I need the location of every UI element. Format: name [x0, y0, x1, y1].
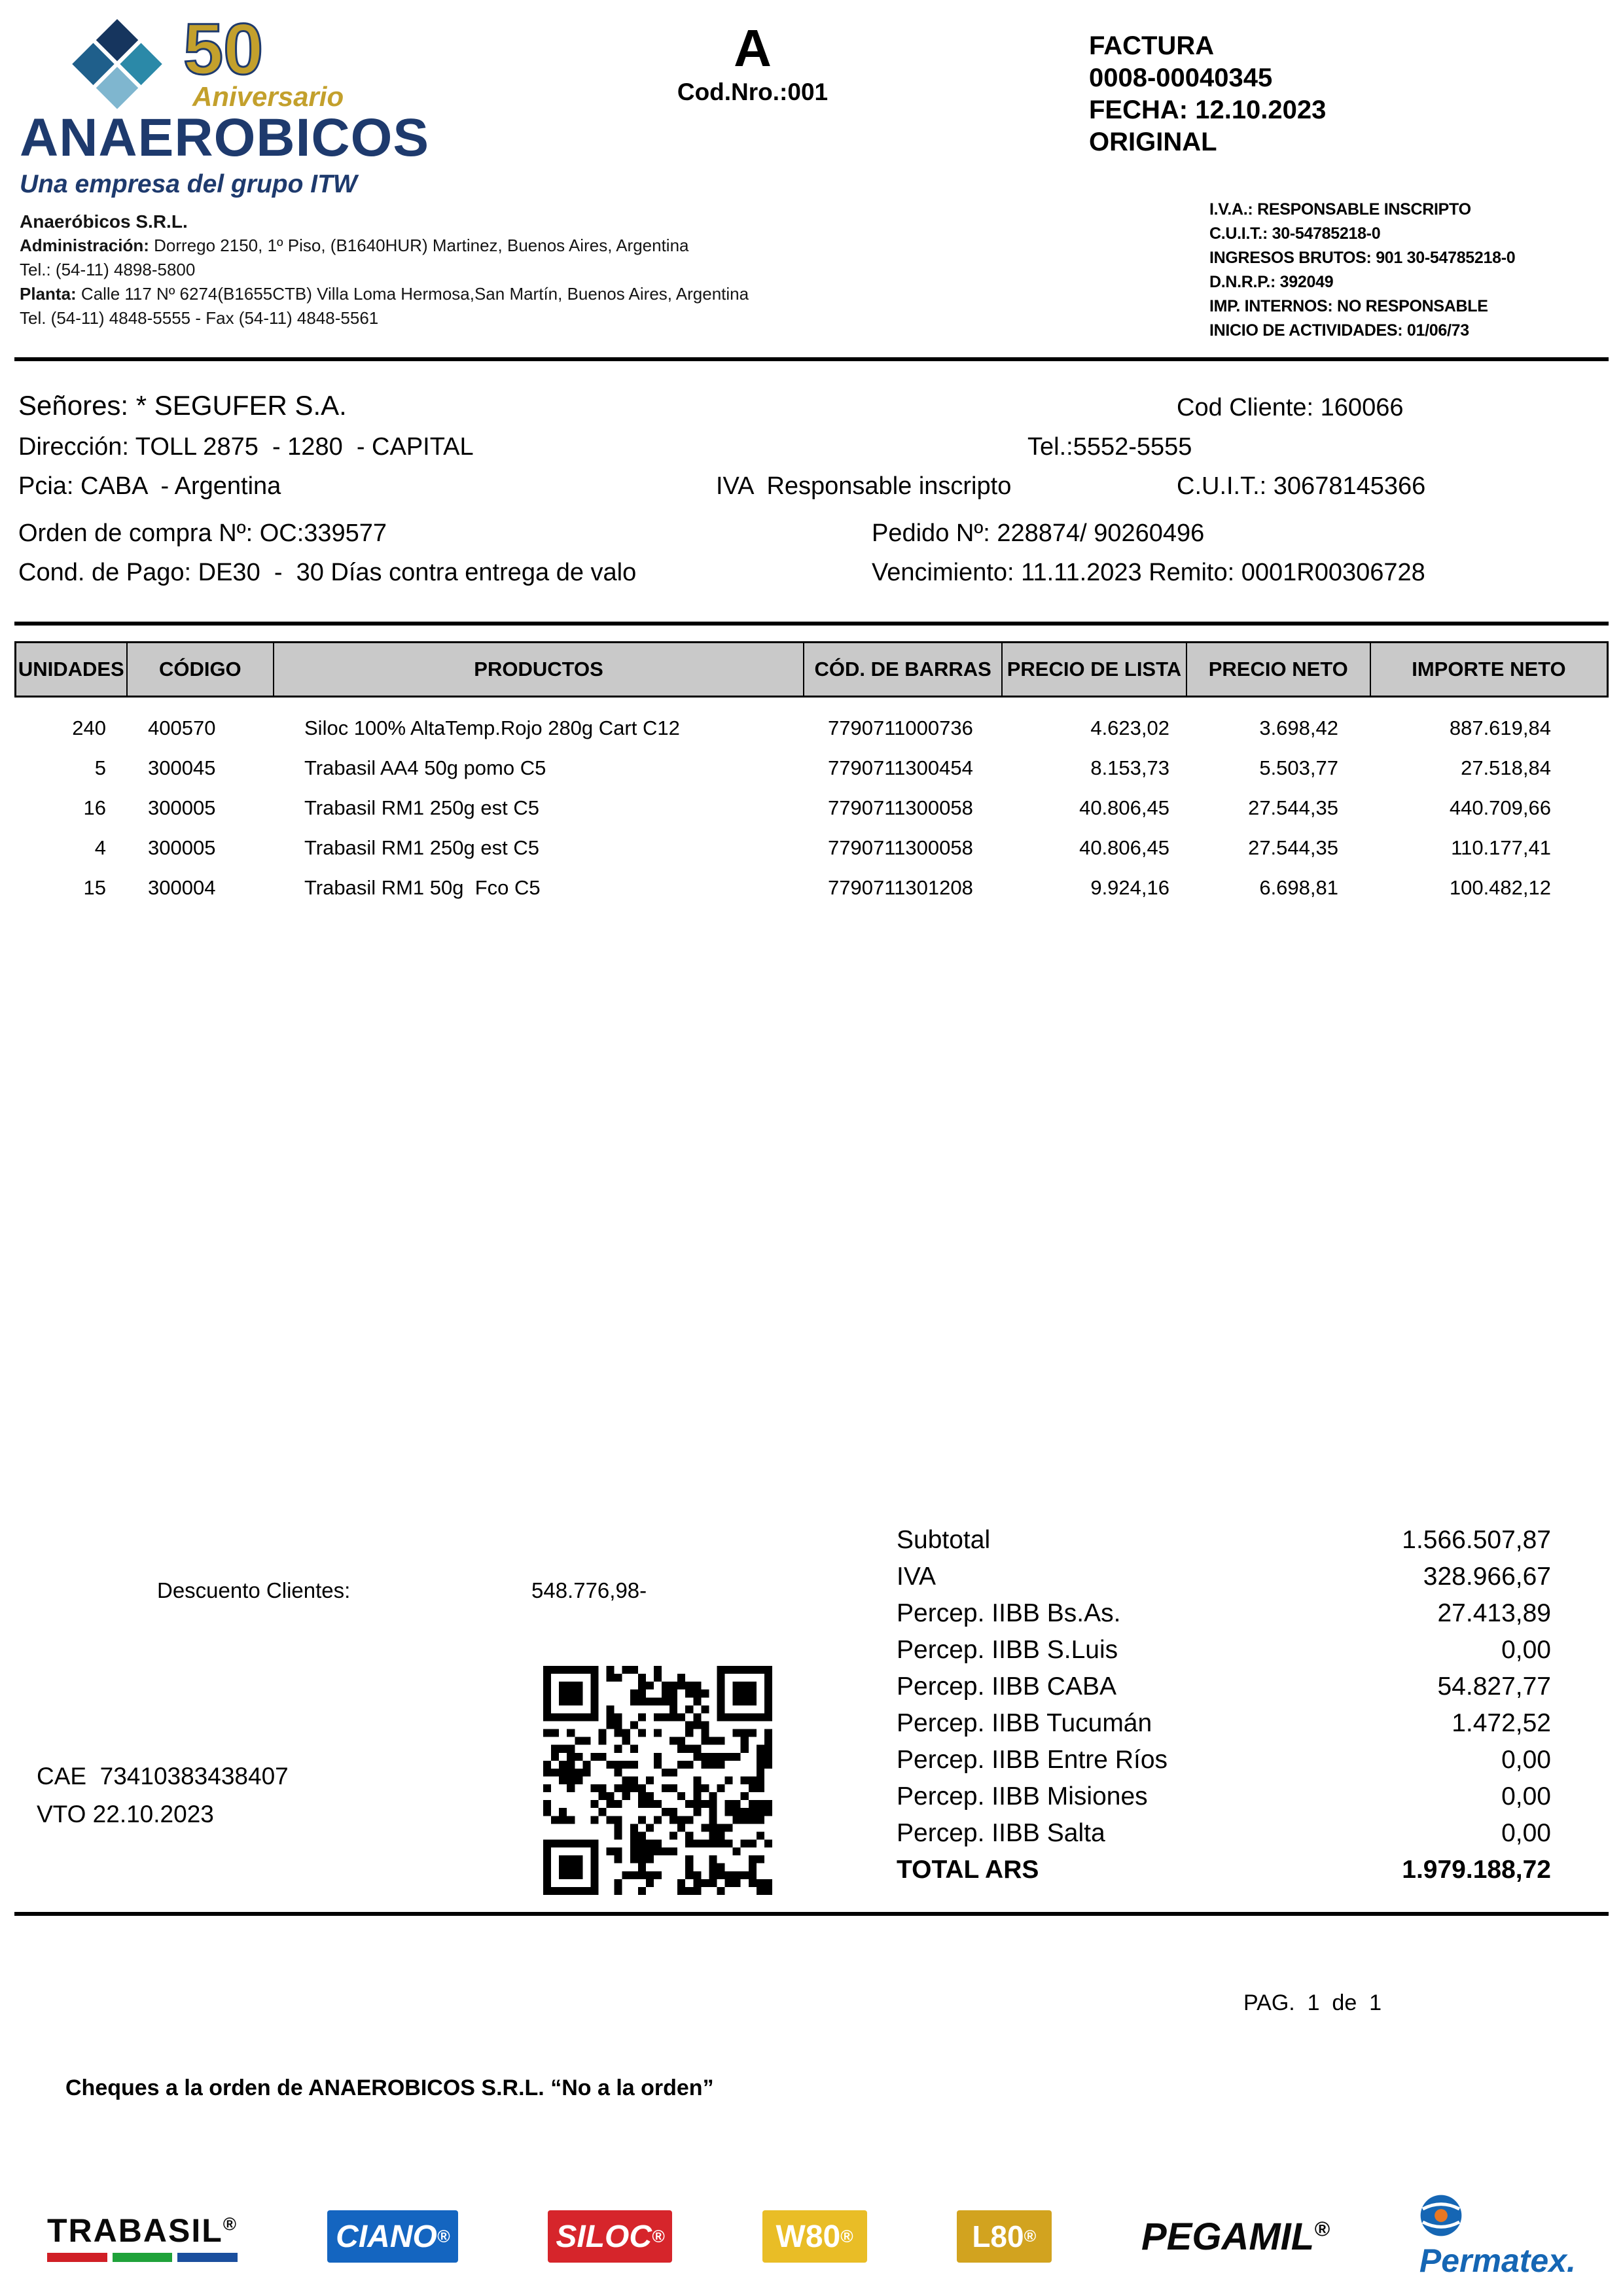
siloc-logo: SILOC ®: [548, 2210, 672, 2263]
total-value: 328.966,67: [1423, 1563, 1551, 1591]
table-cell: 5.503,77: [1259, 756, 1338, 779]
trabasil-green-segment: [113, 2253, 173, 2262]
table-cell: 110.177,41: [1451, 836, 1551, 859]
table-cell: 27.544,35: [1248, 836, 1338, 859]
brand-logos: [47, 2199, 1576, 2279]
total-row: [897, 1705, 1551, 1742]
company-info: [20, 209, 749, 330]
registered-mark: ®: [437, 2226, 450, 2246]
pegamil-logo: PEGAMIL®: [1141, 2215, 1330, 2258]
total-row: [897, 1742, 1551, 1778]
tax-info: [1209, 198, 1515, 343]
customer-cuit: C.U.I.T.: 30678145366: [1177, 472, 1426, 500]
anniversary-label: Aniversario: [192, 81, 344, 112]
table-cell: 40.806,45: [1079, 836, 1169, 859]
w80-logo: W80 ®: [762, 2210, 867, 2263]
tax-info-line: INICIO DE ACTIVIDADES: 01/06/73: [1209, 321, 1469, 340]
trabasil-color-bar: [47, 2253, 238, 2262]
company-admin-address: [20, 234, 749, 258]
table-cell: 9.924,16: [1090, 875, 1169, 899]
total-value: 54.827,77: [1437, 1672, 1551, 1701]
table-cell: 100.482,12: [1449, 875, 1551, 899]
total-value: 1.472,52: [1452, 1709, 1551, 1737]
table-cell: 27.518,84: [1461, 756, 1551, 779]
permatex-wordmark: Permatex.: [1419, 2242, 1576, 2279]
table-cell: 6.698,81: [1259, 875, 1338, 899]
tax-info-line: C.U.I.T.: 30-54785218-0: [1209, 224, 1381, 243]
table-row: [14, 868, 1609, 908]
payment-terms: Cond. de Pago: DE30 - 30 Días contra entrega de valo: [18, 559, 637, 586]
customer-phone: Tel.:5552-5555: [1027, 433, 1192, 461]
total-value: 0,00: [1501, 1782, 1551, 1810]
anaerobicos-diamond-logo-icon: [56, 16, 178, 115]
table-cell: 27.544,35: [1248, 796, 1338, 819]
table-row: [14, 788, 1609, 828]
ciano-logo: CIANO ®: [327, 2210, 458, 2263]
invoice-date: FECHA: 12.10.2023: [1089, 96, 1327, 124]
column-header: CÓD. DE BARRAS: [804, 643, 1003, 696]
table-cell: 240: [72, 716, 106, 739]
table-row: [14, 828, 1609, 868]
items-table: [14, 641, 1609, 908]
table-cell: 7790711300058: [828, 796, 973, 819]
trabasil-blue-segment: [177, 2253, 238, 2262]
table-cell: 300045: [148, 756, 216, 779]
company-tel-1: Tel.: (54-11) 4898-5800: [20, 260, 196, 279]
divider-top: [14, 357, 1609, 361]
table-cell: Trabasil RM1 50g Fco C5: [304, 875, 541, 899]
cheques-note: Cheques a la orden de ANAEROBICOS S.R.L. “No a la orden”: [65, 2075, 714, 2100]
total-label: Percep. IIBB Salta: [897, 1819, 1105, 1847]
admin-value: Dorrego 2150, 1º Piso, (B1640HUR) Martinez, Buenos Aires, Argentina: [149, 236, 689, 255]
logo-top: [56, 9, 749, 118]
purchase-order: Orden de compra Nº: OC:339577: [18, 520, 387, 547]
table-cell: Trabasil RM1 250g est C5: [304, 836, 539, 859]
document-type-block: [661, 21, 844, 106]
divider-customer: [14, 622, 1609, 626]
permatex-ball-icon: [1419, 2194, 1463, 2237]
page-indicator: PAG. 1 de 1: [1243, 1990, 1382, 2015]
table-cell: 887.619,84: [1449, 716, 1551, 739]
total-label: TOTAL ARS: [897, 1856, 1039, 1884]
tax-info-line: IMP. INTERNOS: NO RESPONSABLE: [1209, 297, 1488, 315]
total-value: 27.413,89: [1437, 1599, 1551, 1627]
table-cell: Trabasil AA4 50g pomo C5: [304, 756, 546, 779]
total-row: [897, 1778, 1551, 1815]
table-cell: 7790711301208: [828, 875, 973, 899]
table-cell: 40.806,45: [1079, 796, 1169, 819]
total-label: Percep. IIBB Bs.As.: [897, 1599, 1121, 1627]
registered-mark: ®: [840, 2226, 853, 2246]
tax-info-line: INGRESOS BRUTOS: 901 30-54785218-0: [1209, 249, 1516, 267]
order-number: Pedido Nº: 228874/ 90260496: [872, 520, 1205, 547]
registered-mark: ®: [1024, 2227, 1037, 2246]
invoice-number: 0008-00040345: [1089, 63, 1273, 92]
trabasil-logo: [47, 2212, 238, 2262]
l80-logo: L80 ®: [957, 2210, 1052, 2263]
total-value: 1.566.507,87: [1402, 1526, 1551, 1554]
discount-label: Descuento Clientes:: [157, 1578, 351, 1602]
trabasil-wordmark: TRABASIL®: [47, 2212, 238, 2249]
total-value: 0,00: [1501, 1819, 1551, 1847]
table-cell: 4: [94, 836, 106, 859]
totals-list: [897, 1522, 1551, 1888]
total-label: Percep. IIBB CABA: [897, 1672, 1116, 1701]
total-label: Subtotal: [897, 1526, 991, 1554]
items-header: [14, 641, 1609, 698]
company-name: ANAEROBICOS: [20, 108, 430, 168]
company-letterhead: [20, 9, 749, 330]
total-row: [897, 1632, 1551, 1669]
customer-code: Cod Cliente: 160066: [1177, 394, 1404, 421]
anniversary-badge: [183, 9, 344, 113]
invoice-original: ORIGINAL: [1089, 128, 1217, 156]
registered-mark: ®: [1314, 2217, 1330, 2241]
company-tel-2: Tel. (54-11) 4848-5555 - Fax (54-11) 4848-5561: [20, 308, 379, 328]
table-cell: 300005: [148, 836, 216, 859]
table-cell: 400570: [148, 716, 216, 739]
company-plant-address: [20, 282, 749, 306]
tax-info-line: I.V.A.: RESPONSABLE INSCRIPTO: [1209, 200, 1471, 219]
divider-bottom: [14, 1912, 1609, 1916]
total-label: Percep. IIBB Misiones: [897, 1782, 1148, 1810]
column-header: PRECIO DE LISTA: [1003, 643, 1186, 696]
total-label: Percep. IIBB Tucumán: [897, 1709, 1152, 1737]
customer-address: Dirección: TOLL 2875 - 1280 - CAPITAL: [18, 433, 474, 461]
table-cell: 300005: [148, 796, 216, 819]
customer-province: Pcia: CABA - Argentina: [18, 472, 281, 500]
items-body: [14, 698, 1609, 908]
table-cell: 4.623,02: [1090, 716, 1169, 739]
table-cell: 300004: [148, 875, 216, 899]
total-row: [897, 1522, 1551, 1559]
column-header: PRODUCTOS: [274, 643, 804, 696]
anniversary-number: 50: [183, 9, 264, 90]
due-date-remito: Vencimiento: 11.11.2023 Remito: 0001R00306728: [872, 559, 1425, 586]
company-legal-name: Anaeróbicos S.R.L.: [20, 211, 188, 232]
total-label: IVA: [897, 1563, 936, 1591]
total-value: 1.979.188,72: [1402, 1856, 1551, 1884]
table-row: [14, 748, 1609, 788]
registered-mark: ®: [223, 2213, 238, 2234]
table-cell: 8.153,73: [1090, 756, 1169, 779]
company-tagline: Una empresa del grupo ITW: [20, 170, 357, 198]
total-row: [897, 1559, 1551, 1595]
table-cell: 7790711300454: [828, 756, 973, 779]
table-cell: 15: [83, 875, 106, 899]
invoice-letter: A: [734, 19, 772, 77]
table-cell: Siloc 100% AltaTemp.Rojo 280g Cart C12: [304, 716, 680, 739]
total-row: [897, 1669, 1551, 1705]
table-cell: 440.709,66: [1449, 796, 1551, 819]
cae-number: CAE 73410383438407: [37, 1763, 289, 1790]
total-label: Percep. IIBB S.Luis: [897, 1636, 1118, 1664]
invoice-cod-nro: Cod.Nro.:001: [677, 79, 829, 105]
column-header: IMPORTE NETO: [1412, 658, 1566, 680]
discount-value: 548.776,98-: [531, 1578, 647, 1602]
qr-code: [543, 1666, 772, 1895]
planta-label: Planta:: [20, 284, 77, 304]
tax-info-line: D.N.R.P.: 392049: [1209, 273, 1334, 291]
total-row: [897, 1815, 1551, 1852]
table-cell: 3.698,42: [1259, 716, 1338, 739]
trabasil-red-segment: [47, 2253, 107, 2262]
admin-label: Administración:: [20, 236, 149, 255]
column-header: CÓDIGO: [128, 643, 274, 696]
invoice-title: FACTURA: [1089, 31, 1215, 60]
planta-value: Calle 117 Nº 6274(B1655CTB) Villa Loma Hermosa,San Martín, Buenos Aires, Argentina: [76, 284, 749, 304]
column-header: UNIDADES: [16, 643, 128, 696]
table-row: [14, 708, 1609, 748]
table-cell: 7790711300058: [828, 836, 973, 859]
invoice-id-block: [1089, 30, 1326, 158]
cae-expiry: VTO 22.10.2023: [37, 1801, 214, 1828]
total-row: [897, 1852, 1551, 1888]
table-cell: 7790711000736: [828, 716, 973, 739]
customer-name: Señores: * SEGUFER S.A.: [18, 390, 347, 421]
total-label: Percep. IIBB Entre Ríos: [897, 1746, 1168, 1774]
total-value: 0,00: [1501, 1636, 1551, 1664]
total-value: 0,00: [1501, 1746, 1551, 1774]
column-header: PRECIO NETO: [1187, 643, 1371, 696]
total-row: [897, 1595, 1551, 1632]
table-cell: 5: [94, 756, 106, 779]
table-cell: Trabasil RM1 250g est C5: [304, 796, 539, 819]
table-cell: 16: [83, 796, 106, 819]
registered-mark: ®: [652, 2226, 665, 2246]
customer-iva-status: IVA Responsable inscripto: [716, 472, 1012, 500]
permatex-logo: [1419, 2194, 1576, 2280]
